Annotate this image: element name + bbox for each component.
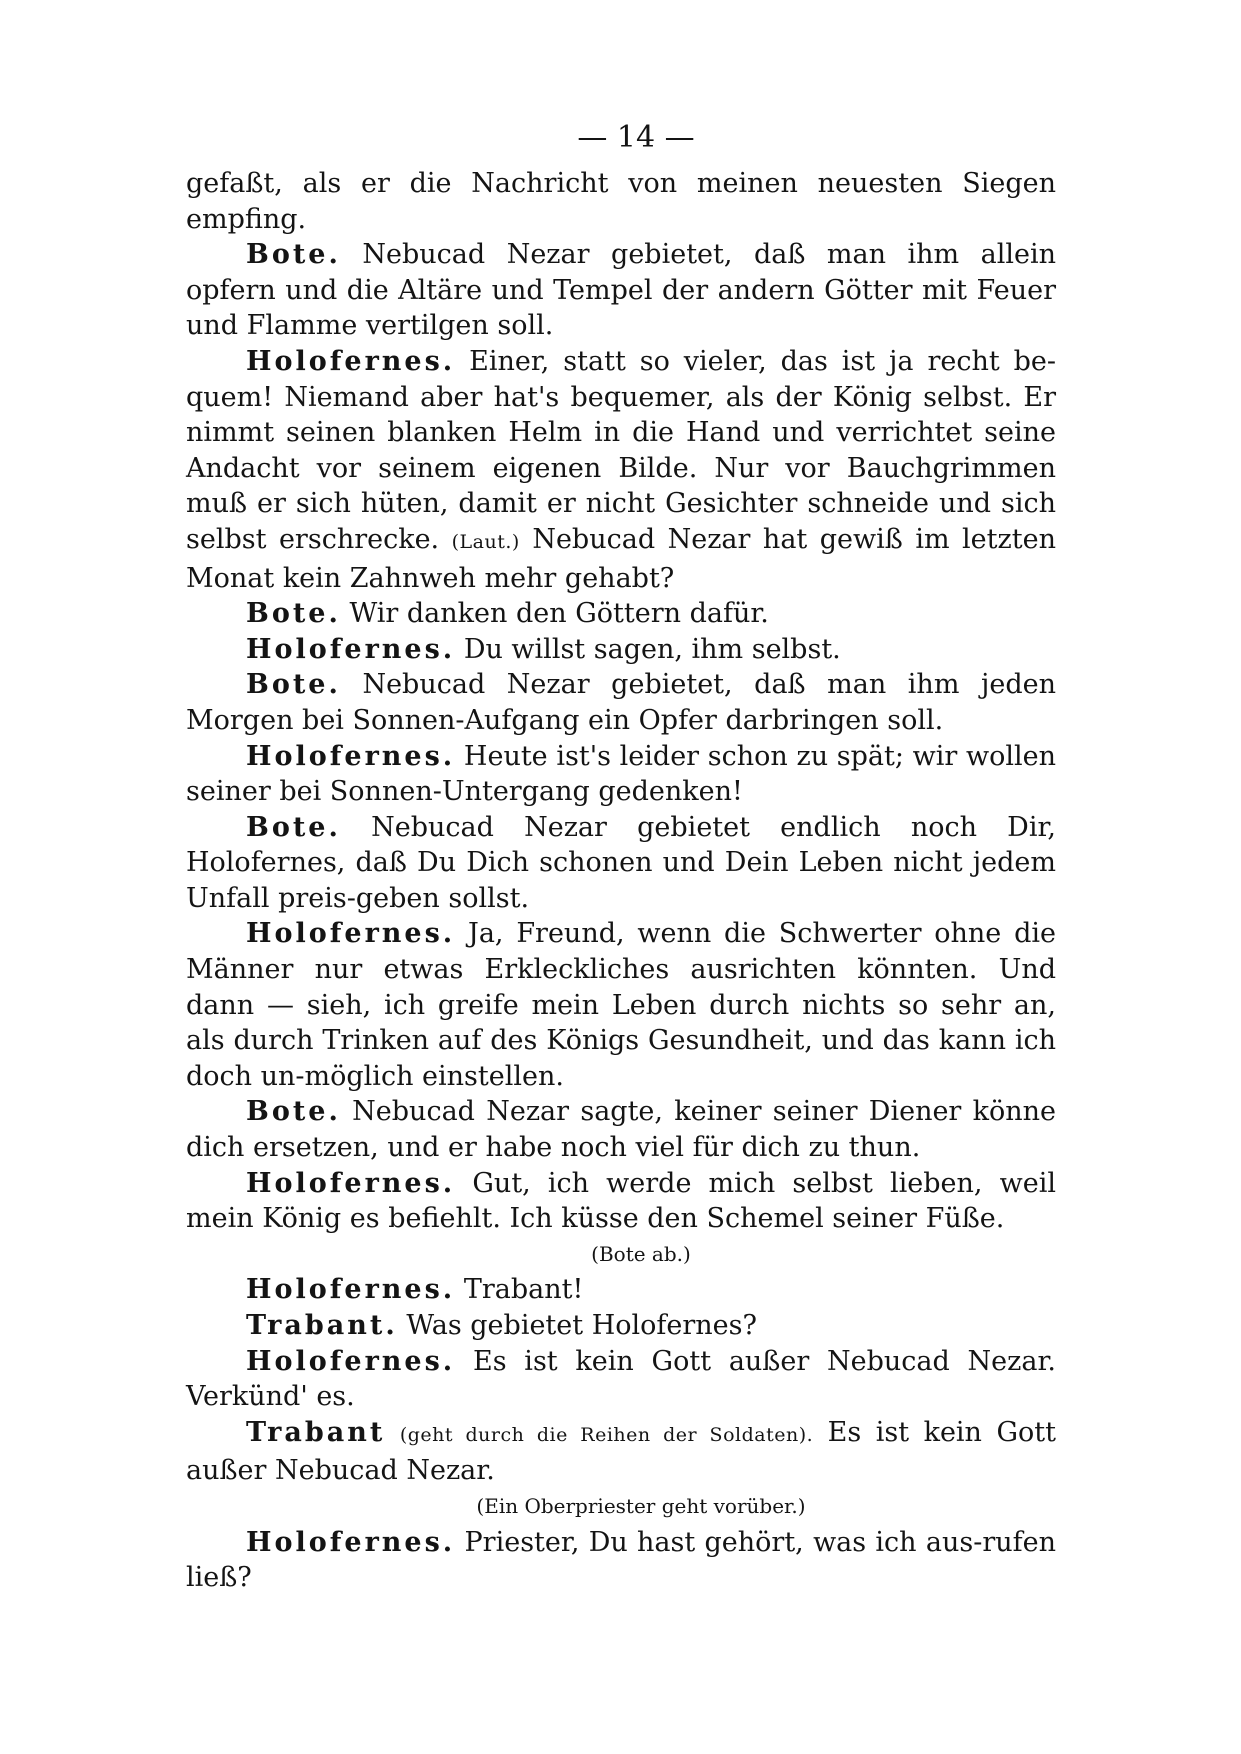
speaker-name: Trabant [246,1416,386,1448]
speaker-name: Holofernes. [246,1345,456,1377]
dialogue-text: Nebucad Nezar hat gewiß im letzten Monat kein Zahnweh mehr gehabt? [186,523,1056,594]
speaker-name: Holofernes. [246,633,456,665]
dialogue-line [186,344,1056,596]
dialogue-line [186,916,1056,1094]
stage-direction: (geht durch die Reihen der Soldaten). [399,1423,814,1446]
dialogue-line [186,1272,1056,1308]
paragraph-text: gefaßt, als er die Nachricht von meinen neuesten Siegen empfing. [186,168,1056,235]
speaker-name: Bote. [246,598,341,630]
dialogue-text: Heute ist's leider schon zu spät; wir wollen seiner bei Sonnen-Untergang gedenken! [186,740,1056,808]
dialogue-text: Was gebietet Holofernes? [406,1310,757,1341]
dialogue-line [186,237,1056,344]
stage-direction: (Bote ab.) [591,1241,691,1266]
dialogue-text: Ja, Freund, wenn die Schwerter ohne die Männer nur etwas Erkleckliches ausrichten könnten. Und dann — sieh, ich greife mein Leben durch nichts so sehr an, als durch Trinken auf des Königs Gesundheit, und das kann ich doch un-möglich einstellen. [186,918,1056,1092]
speaker-name: Trabant. [246,1310,398,1341]
dialogue-text: Nebucad Nezar gebietet endlich noch Dir, Holofernes, daß Du Dich schonen und Dein Leben nicht jedem Unfall preis-geben sollst. [186,811,1056,914]
dialogue-line [186,1166,1056,1237]
speaker-name: Holofernes. [246,345,456,377]
dialogue-line [186,667,1056,738]
dialogue-text: Einer, statt so vieler, das ist ja recht be-quem! Niemand aber hat's bequemer, als der König selbst. Er nimmt seinen blanken Helm in die Hand und verrichtet seine Andacht vor seinem eigenen Bilde. Nur vor Bauchgrimmen muß er sich hüten, damit er nicht Gesichter schneide und sich selbst erschrecke. [186,345,1056,555]
dialogue-line [186,632,1056,668]
speaker-name: Holofernes. [246,1274,456,1306]
stage-direction-line [186,1489,1056,1525]
dialogue-line [186,810,1056,917]
stage-direction-line [186,1237,1056,1273]
speaker-name: Holofernes. [246,1526,456,1558]
speaker-name: Holofernes. [246,740,456,772]
dialogue-text: Wir danken den Göttern dafür. [349,598,769,630]
dialogue-text: Nebucad Nezar gebietet, daß man ihm allein opfern und die Altäre und Tempel der andern Götter mit Feuer und Flamme vertilgen soll. [186,239,1056,342]
dialogue-line [186,1415,1056,1489]
dialogue-line [186,1094,1056,1165]
dialogue-text: Gut, ich werde mich selbst lieben, weil mein König es befiehlt. Ich küsse den Schemel seiner Füße. [186,1167,1056,1235]
dialogue-line [186,739,1056,810]
speaker-name: Bote. [246,811,341,843]
speaker-name: Bote. [246,239,341,271]
book-page [186,118,1056,1718]
dialogue-text: Es ist kein Gott außer Nebucad Nezar. [186,1416,1056,1487]
speaker-name: Bote. [246,1096,341,1128]
dialogue-text: Es ist kein Gott außer Nebucad Nezar. Verkünd' es. [186,1345,1056,1413]
paragraph [186,166,1056,237]
dialogue-text: Nebucad Nezar sagte, keiner seiner Diener könne dich ersetzen, und er habe noch viel für dich zu thun. [186,1096,1056,1164]
speaker-name: Holofernes. [246,918,456,950]
dialogue-line [186,1344,1056,1415]
stage-direction: (Ein Oberpriester geht vorüber.) [476,1493,806,1518]
text-body [186,166,1056,1596]
page-number: — 14 — [577,120,695,155]
dialogue-line [186,1525,1056,1596]
dialogue-line [186,596,1056,632]
speaker-name: Holofernes. [246,1167,456,1199]
dialogue-text: Trabant! [463,1274,584,1306]
dialogue-text: Nebucad Nezar gebietet, daß man ihm jeden Morgen bei Sonnen-Aufgang ein Opfer darbringen soll. [186,669,1056,736]
dialogue-text: Du willst sagen, ihm selbst. [463,633,841,665]
speaker-name: Bote. [246,669,341,701]
dialogue-line [186,1308,1056,1344]
stage-direction: (Laut.) [451,530,520,553]
dialogue-text: Priester, Du hast gehört, was ich aus-rufen ließ? [186,1526,1056,1594]
